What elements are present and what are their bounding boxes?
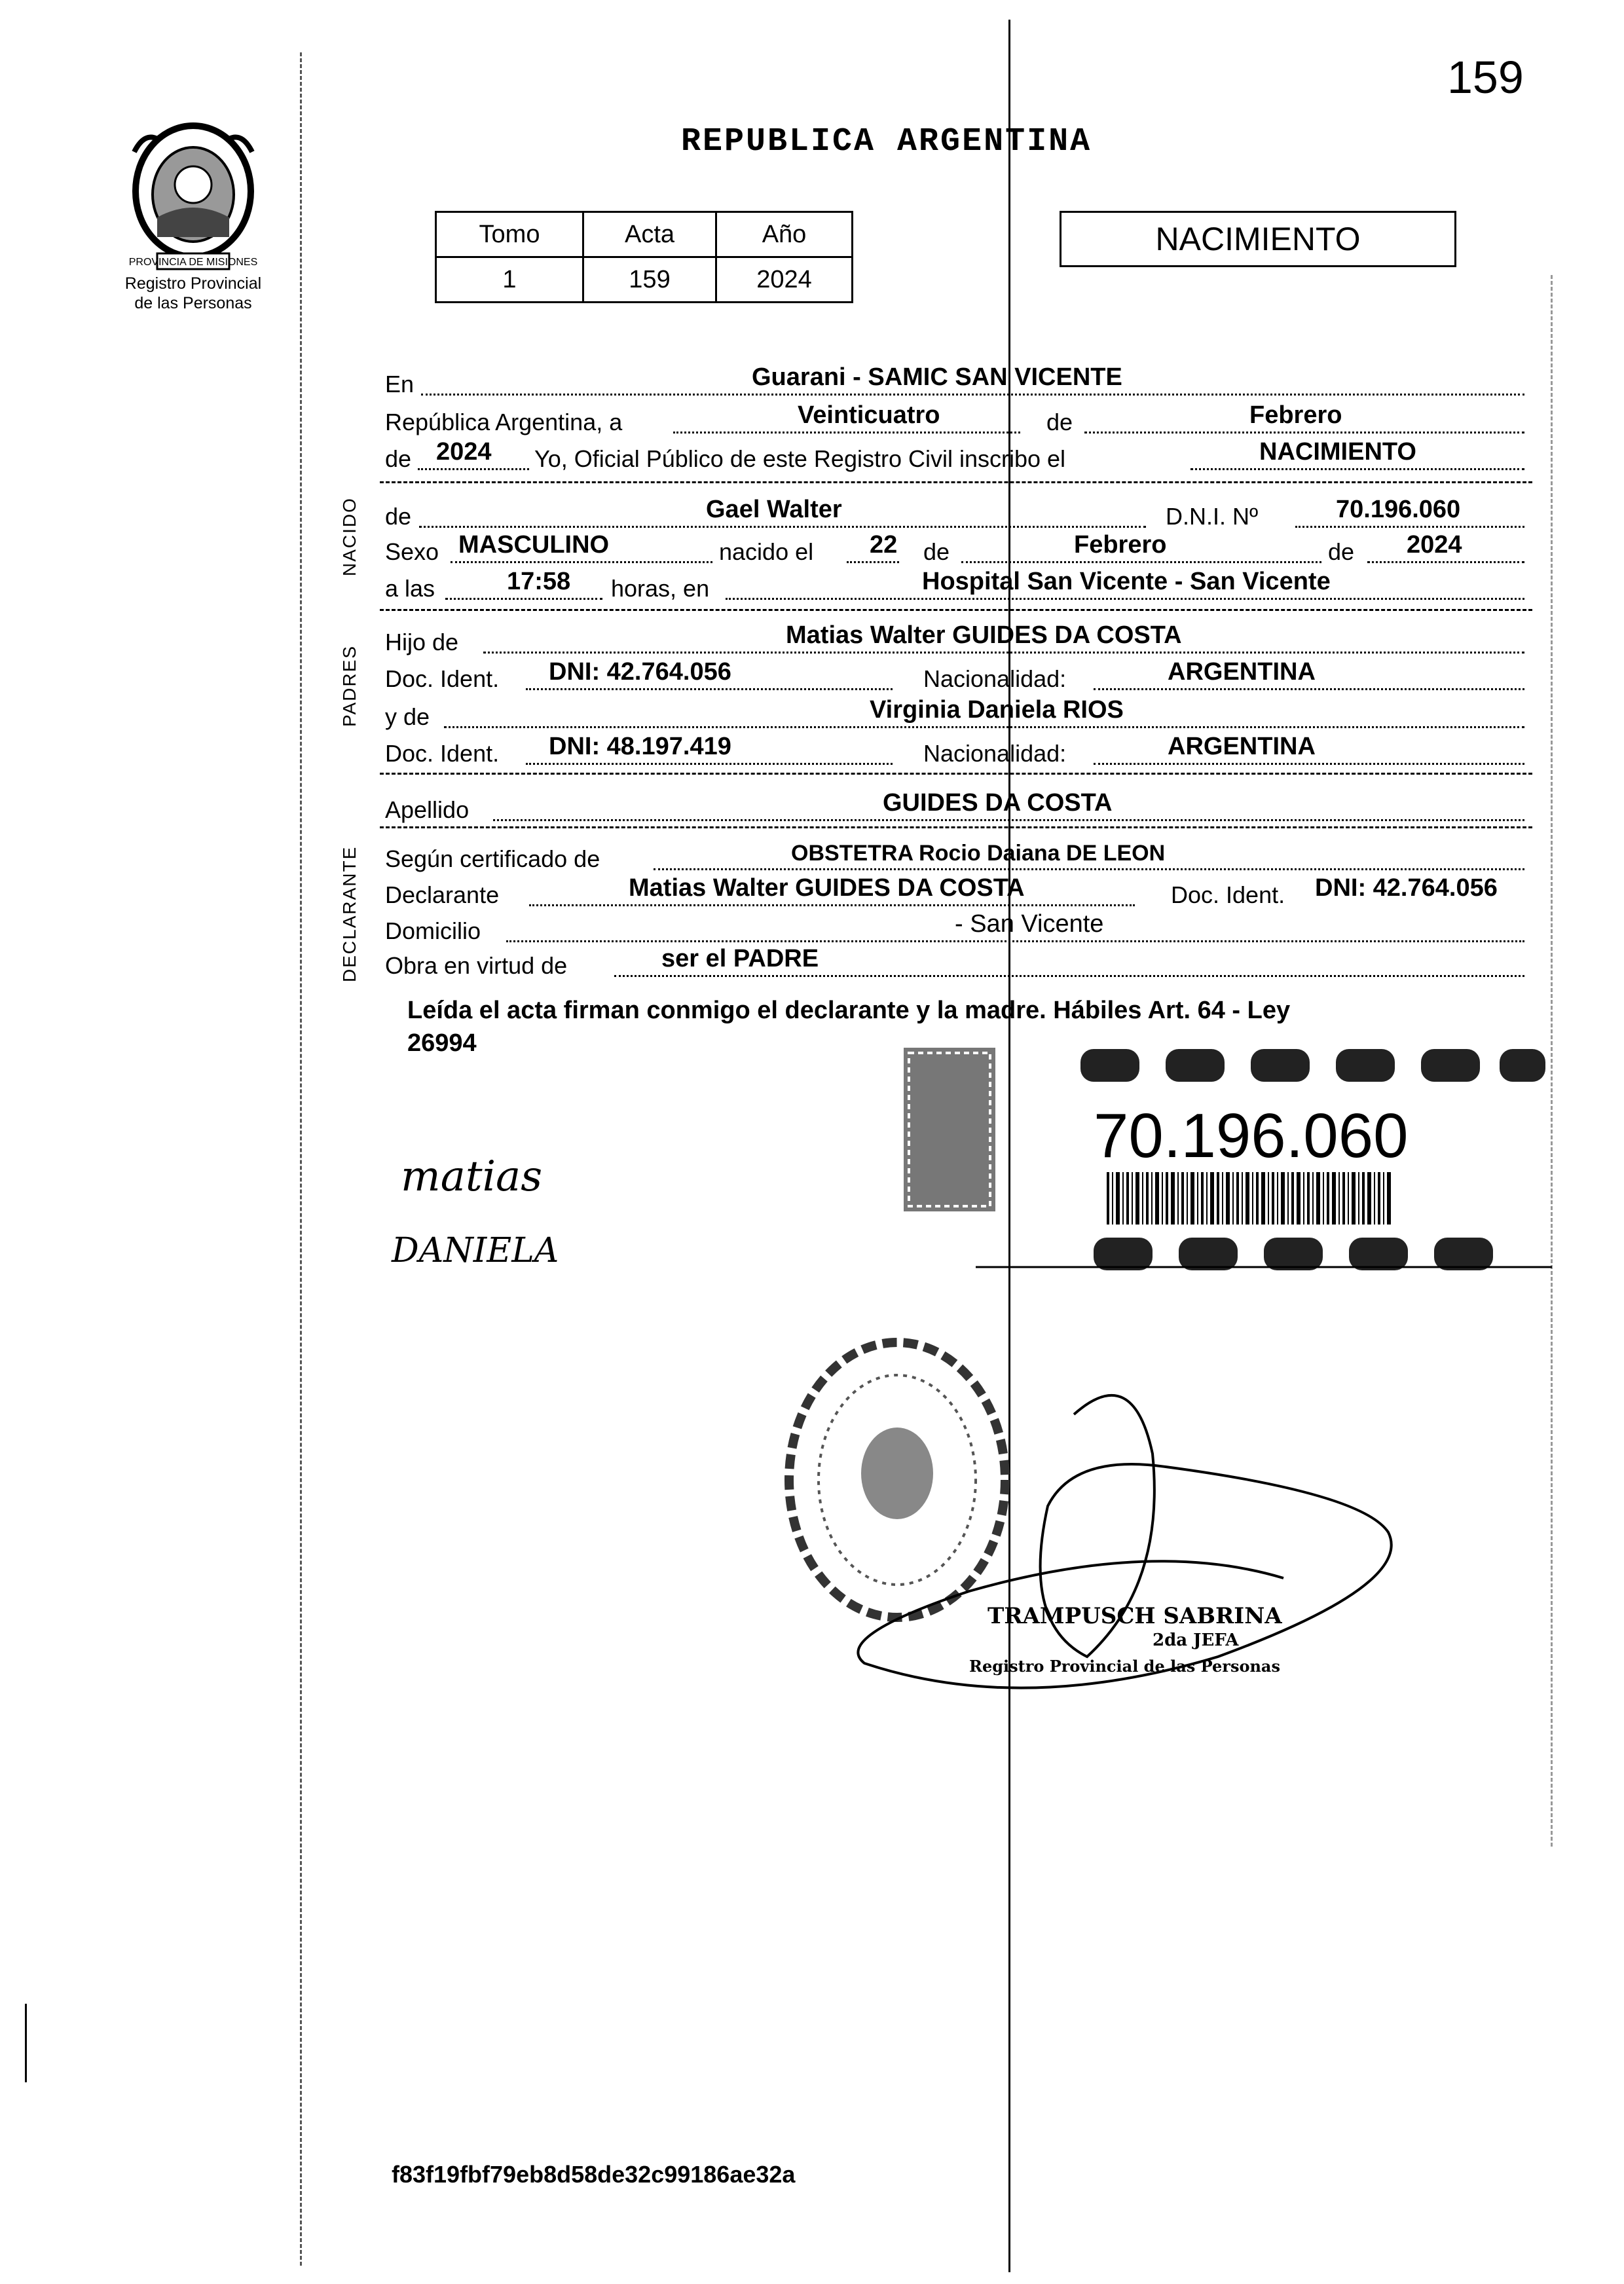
province-seal-logo [118, 113, 268, 276]
closing-line-2: 26994 [407, 1029, 477, 1057]
value-madre-doc: DNI: 48.197.419 [549, 733, 731, 760]
label-de-3: de [385, 503, 412, 530]
label-nacido-el: nacido el [719, 538, 814, 565]
value-madre-nac: ARGENTINA [1168, 733, 1316, 760]
record-type-box: NACIMIENTO [1060, 211, 1456, 267]
label-y-de: y de [385, 703, 430, 730]
value-padre: Matias Walter GUIDES DA COSTA [786, 621, 1182, 649]
value-hora: 17:58 [507, 568, 571, 595]
row-sexo [385, 528, 1524, 567]
registry-line-2: de las Personas [134, 294, 252, 312]
value-tomo: 1 [436, 257, 583, 303]
label-doc-ident-2: Doc. Ident. [385, 740, 500, 767]
value-madre: Virginia Daniela RIOS [870, 696, 1124, 724]
value-anio: 2024 [716, 257, 853, 303]
page-title: REPUBLICA ARGENTINA [681, 123, 1092, 160]
row-padre [385, 618, 1524, 657]
official-office: Registro Provincial de las Personas [969, 1657, 1280, 1676]
row-madre-doc [385, 729, 1524, 769]
value-sexo: MASCULINO [458, 531, 610, 559]
label-republica: República Argentina, a [385, 409, 623, 435]
row-obra [385, 942, 1524, 981]
label-nacionalidad-2: Nacionalidad: [923, 740, 1067, 767]
closing-line-1: Leída el acta firman conmigo el declarante y la madre. Hábiles Art. 64 - Ley [407, 997, 1291, 1024]
label-declarante: Declarante [385, 881, 500, 908]
row-en [385, 360, 1524, 399]
signature-declarante: matias [401, 1152, 543, 1201]
header-acta: Acta [583, 212, 716, 257]
label-horas-en: horas, en [611, 575, 710, 602]
row-apellido [385, 786, 1524, 825]
row-hora [385, 564, 1524, 604]
label-nacionalidad: Nacionalidad: [923, 665, 1067, 692]
dni-sticker-number: 70.196.060 [1094, 1101, 1409, 1171]
label-obra: Obra en virtud de [385, 952, 568, 979]
header-tomo: Tomo [436, 212, 583, 257]
official-signature [825, 1375, 1414, 1781]
label-sexo: Sexo [385, 538, 439, 565]
acta-table [435, 211, 853, 303]
side-label-nacido: NACIDO [339, 497, 360, 576]
value-acta: 159 [583, 257, 716, 303]
row-certificado [385, 835, 1524, 874]
signature-madre: DANIELA [392, 1231, 559, 1270]
left-margin-line [300, 52, 302, 2266]
value-domicilio: - San Vicente [955, 910, 1104, 938]
label-certificado: Según certificado de [385, 845, 600, 872]
document-hash: f83f19fbf79eb8d58de32c99186ae32a [392, 2161, 796, 2188]
value-apellido: GUIDES DA COSTA [883, 789, 1113, 817]
official-role: 2da JEFA [1153, 1630, 1239, 1650]
value-lugar: Hospital San Vicente - San Vicente [922, 568, 1331, 595]
label-dni: D.N.I. Nº [1166, 503, 1259, 530]
value-certificado: OBSTETRA Rocio Daiana DE LEON [791, 841, 1166, 866]
label-domicilio: Domicilio [385, 917, 481, 944]
row-declarante [385, 871, 1524, 910]
value-nacido-dia: 22 [870, 531, 898, 559]
value-mes: Febrero [1249, 401, 1342, 429]
label-de: de [1046, 409, 1073, 435]
row-nombre [385, 492, 1524, 532]
side-label-padres: PADRES [339, 644, 360, 727]
value-declarante: Matias Walter GUIDES DA COSTA [629, 874, 1025, 902]
label-en: En [385, 371, 415, 397]
label-hijo-de: Hijo de [385, 629, 459, 655]
value-padre-nac: ARGENTINA [1168, 658, 1316, 686]
barcode [1107, 1172, 1395, 1225]
value-dni: 70.196.060 [1336, 496, 1461, 523]
label-de-2: de [385, 445, 412, 472]
value-nacido-anio: 2024 [1407, 531, 1462, 559]
row-padre-doc [385, 655, 1524, 694]
registry-caption [92, 274, 295, 313]
header-anio: Año [716, 212, 853, 257]
value-en: Guarani - SAMIC SAN VICENTE [752, 363, 1122, 391]
value-obra: ser el PADRE [661, 945, 819, 972]
value-dia: Veinticuatro [798, 401, 940, 429]
label-a-las: a las [385, 575, 435, 602]
value-nombre: Gael Walter [706, 496, 842, 523]
left-edge-mark [25, 2004, 27, 2082]
page-number: 159 [1447, 52, 1524, 103]
row-fecha [385, 398, 1524, 437]
value-padre-doc: DNI: 42.764.056 [549, 658, 731, 686]
value-declarante-doc: DNI: 42.764.056 [1315, 874, 1498, 902]
label-apellido: Apellido [385, 796, 470, 823]
label-doc-ident-3: Doc. Ident. [1171, 881, 1285, 908]
row-madre [385, 693, 1524, 732]
label-de-5: de [1328, 538, 1355, 565]
row-domicilio [385, 907, 1524, 946]
svg-text:PROVINCIA DE MISIONES: PROVINCIA DE MISIONES [128, 257, 258, 268]
label-doc-ident: Doc. Ident. [385, 665, 500, 692]
value-nacido-mes: Febrero [1074, 531, 1167, 559]
side-label-declarante: DECLARANTE [339, 845, 360, 982]
value-anio-acta: 2024 [436, 438, 492, 466]
registry-line-1: Registro Provincial [124, 274, 262, 293]
label-de-4: de [923, 538, 950, 565]
official-name: TRAMPUSCH SABRINA [987, 1603, 1282, 1629]
row-oficial [385, 435, 1524, 474]
value-inscribe: NACIMIENTO [1259, 438, 1416, 466]
label-oficial: Yo, Oficial Público de este Registro Civil inscribo el [534, 445, 1066, 472]
